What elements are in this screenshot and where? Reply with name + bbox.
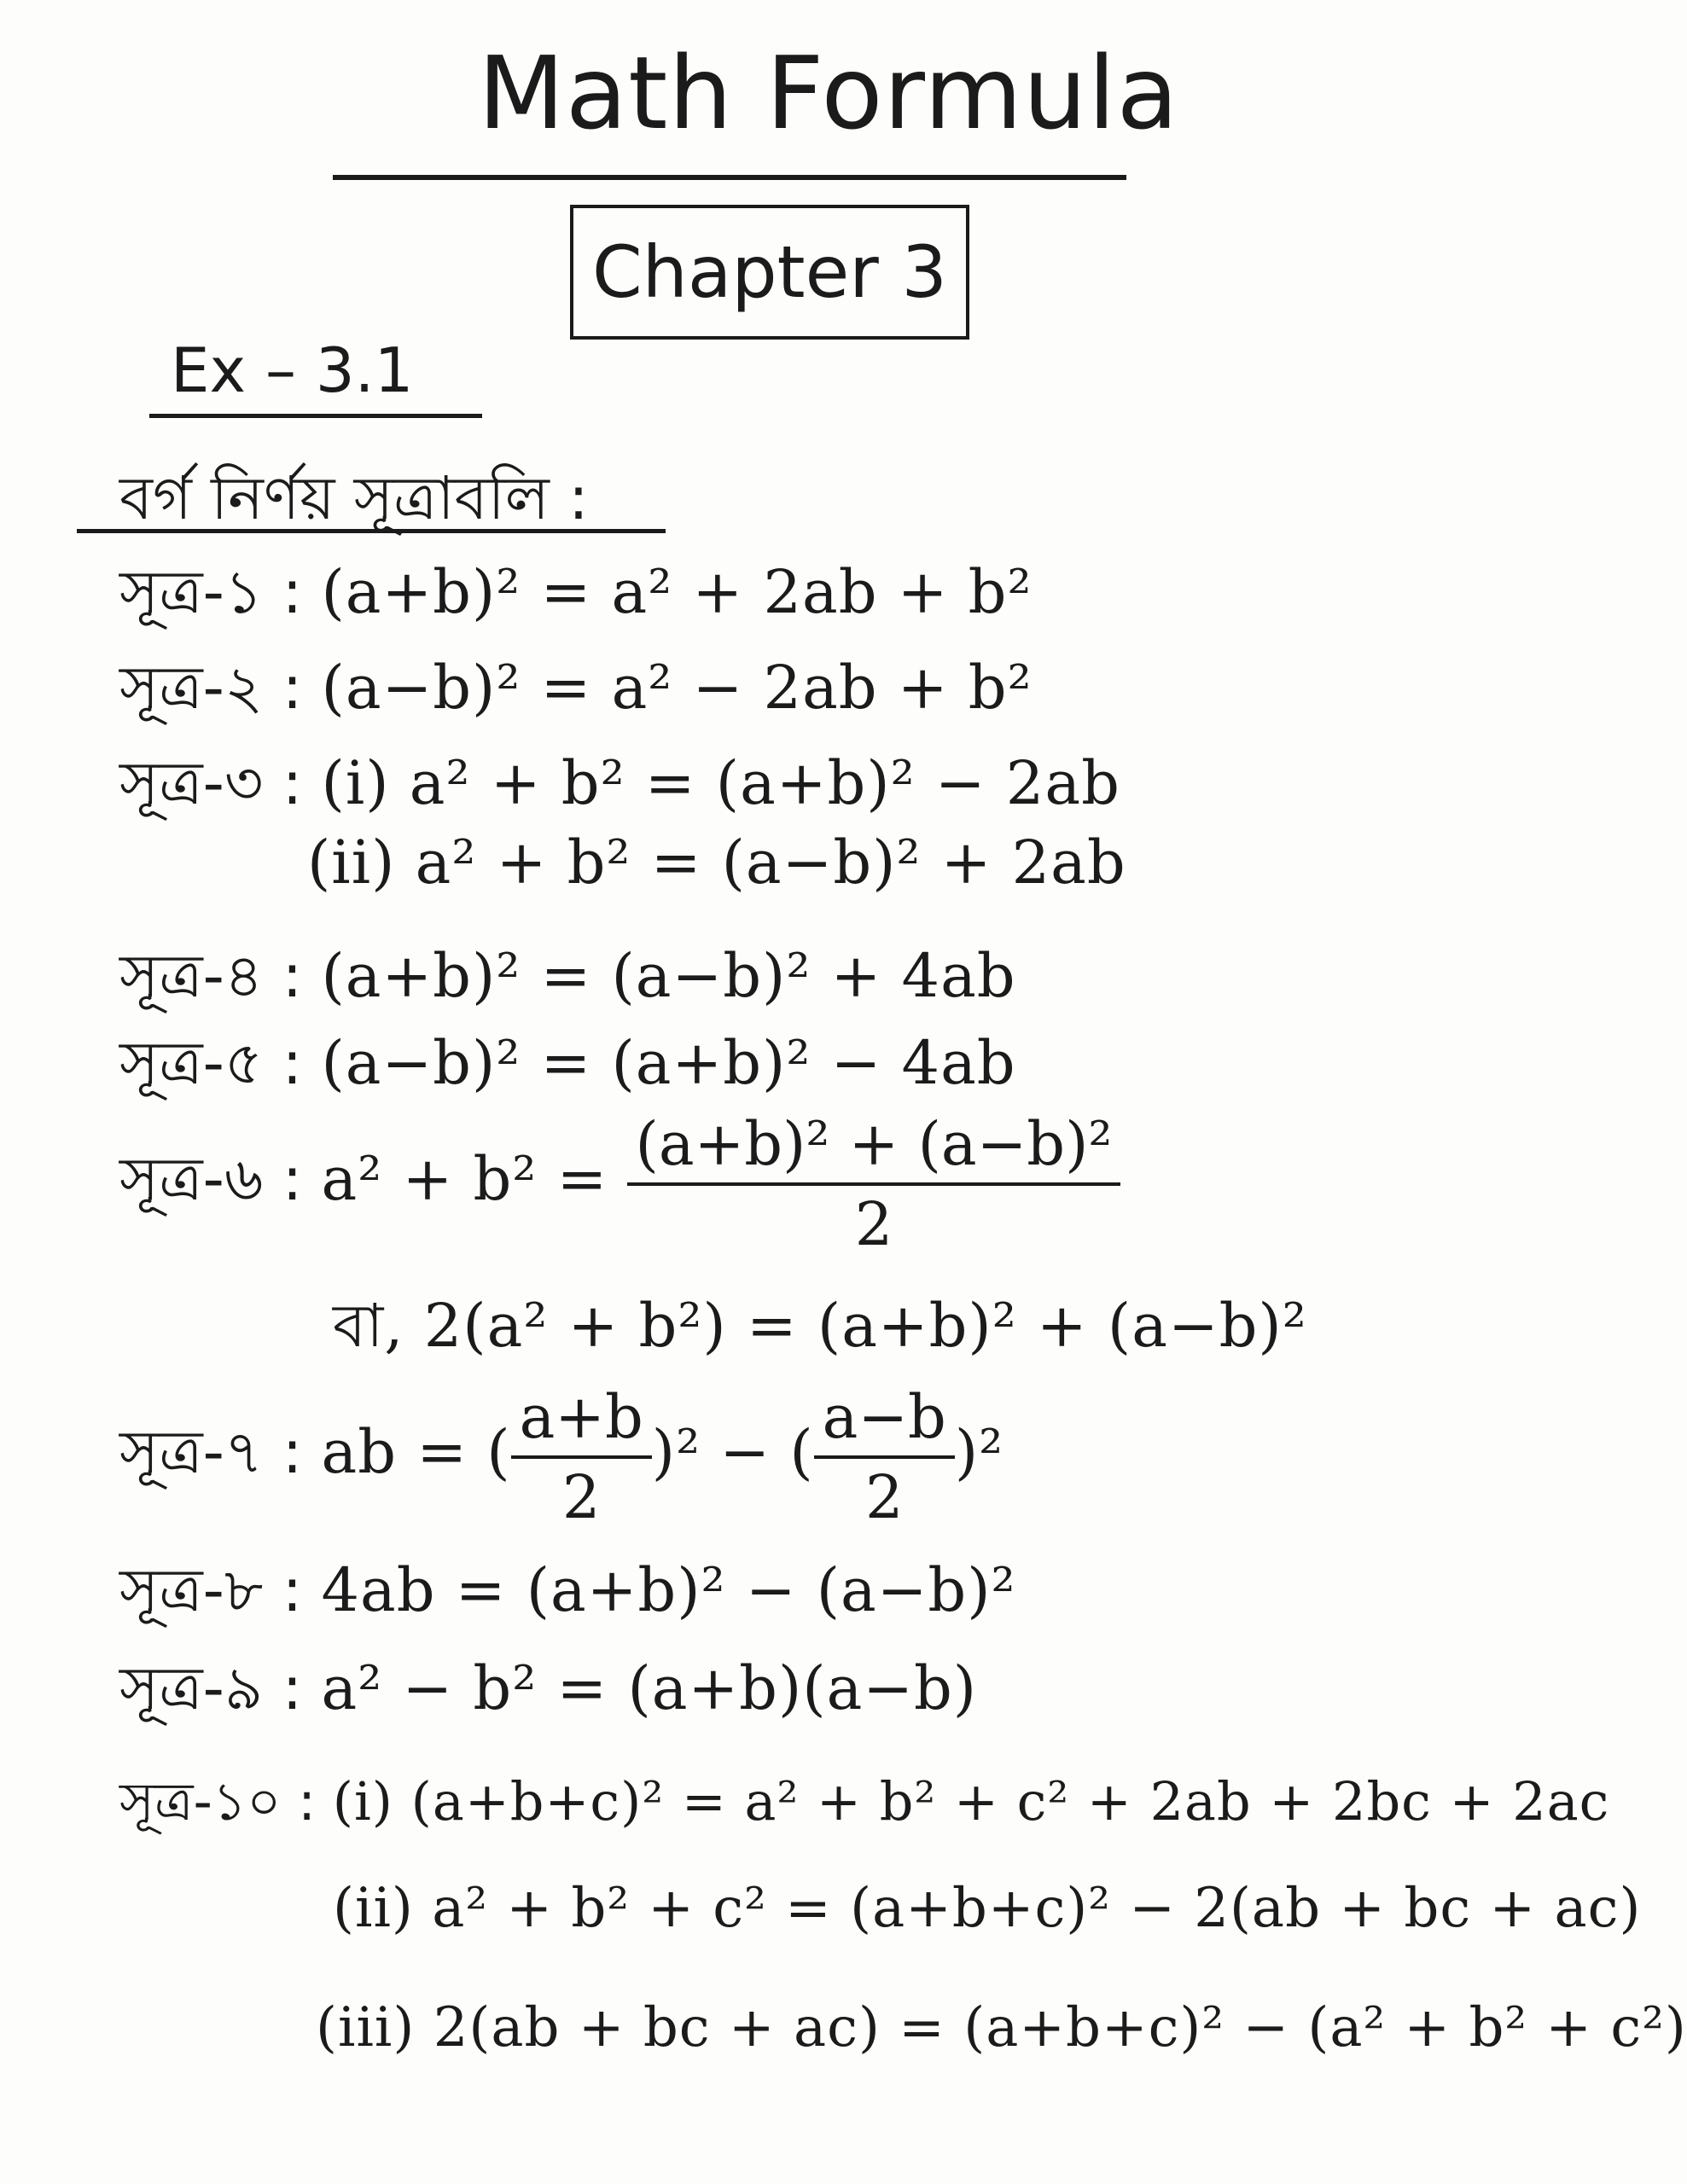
formula-expression: (i) (a+b+c)² = a² + b² + c² + 2ab + 2bc + 2ac (332, 1770, 1610, 1833)
fraction-numerator: (a+b)² + (a−b)² (627, 1109, 1121, 1186)
exercise-underline (149, 414, 482, 418)
formula-7 (119, 1382, 1003, 1532)
minus-operator: − (719, 1417, 771, 1487)
fraction (814, 1382, 955, 1532)
open-paren: ( (486, 1417, 511, 1487)
formula-9 (119, 1642, 977, 1742)
formula-expression: (i) a² + b² = (a+b)² − 2ab (321, 748, 1120, 818)
formula-label: সূত্র-৯ : (119, 1653, 303, 1723)
formula-2 (119, 642, 1033, 741)
formula-label: সূত্র-৬ : (119, 1144, 303, 1214)
formula-label: সূত্র-৫ : (119, 1028, 303, 1098)
formula-expression: (ii) a² + b² = (a−b)² + 2ab (307, 828, 1126, 897)
formula-expression: (ii) a² + b² + c² = (a+b+c)² − 2(ab + bc + ac) (333, 1877, 1642, 1940)
formula-label: সূত্র-৪ : (119, 941, 303, 1011)
section-heading: বর্গ নির্ণয় সূত্রাবলি : (119, 463, 589, 533)
formula-10-ii (333, 1877, 1641, 1940)
formula-8 (119, 1544, 1016, 1644)
formula-10-iii (316, 1996, 1687, 2059)
formula-expression: (a−b)² = (a+b)² − 4ab (321, 1028, 1016, 1098)
formula-label: সূত্র-৩ : (119, 748, 303, 818)
formula-label: সূত্র-১০ : (119, 1770, 317, 1833)
section-underline (77, 529, 666, 533)
formula-label: সূত্র-১ : (119, 557, 303, 627)
formula-expression: বা, 2(a² + b²) = (a+b)² + (a−b)² (333, 1291, 1307, 1361)
formula-label: সূত্র-৭ : (119, 1417, 303, 1487)
fraction-numerator: a−b (814, 1382, 955, 1459)
formula-6-alt (333, 1280, 1307, 1380)
chapter-label: Chapter 3 (592, 230, 947, 314)
formula-3-ii (307, 828, 1126, 897)
fraction-denominator: 2 (561, 1462, 601, 1532)
formula-1 (119, 546, 1033, 646)
fraction (511, 1382, 652, 1532)
formula-expression: (iii) 2(ab + bc + ac) = (a+b+c)² − (a² + b² + c²) (316, 1996, 1687, 2059)
formula-lhs: a² + b² = (321, 1144, 608, 1214)
page-title: Math Formula (478, 34, 1179, 152)
fraction (627, 1109, 1121, 1259)
close-paren-squared: )² (954, 1417, 1004, 1487)
formula-expression: (a−b)² = a² − 2ab + b² (321, 653, 1033, 723)
formula-10 (119, 1762, 1609, 1850)
formula-label: সূত্র-৮ : (119, 1555, 303, 1625)
formula-6 (119, 1109, 1120, 1259)
fraction-numerator: a+b (511, 1382, 652, 1459)
formula-lhs: ab = (321, 1417, 468, 1487)
fraction-denominator: 2 (854, 1189, 893, 1259)
formula-expression: (a+b)² = a² + 2ab + b² (321, 557, 1033, 627)
open-paren: ( (789, 1417, 814, 1487)
formula-3 (119, 737, 1120, 837)
formula-expression: (a+b)² = (a−b)² + 4ab (321, 941, 1016, 1011)
title-underline (333, 175, 1126, 180)
exercise-label: Ex – 3.1 (171, 334, 414, 406)
close-paren-squared: )² (651, 1417, 701, 1487)
formula-label: সূত্র-২ : (119, 653, 303, 723)
fraction-denominator: 2 (864, 1462, 904, 1532)
formula-4 (119, 930, 1016, 1030)
chapter-box (570, 205, 969, 340)
formula-expression: 4ab = (a+b)² − (a−b)² (321, 1555, 1016, 1625)
formula-5 (119, 1017, 1016, 1117)
formula-expression: a² − b² = (a+b)(a−b) (321, 1653, 978, 1723)
